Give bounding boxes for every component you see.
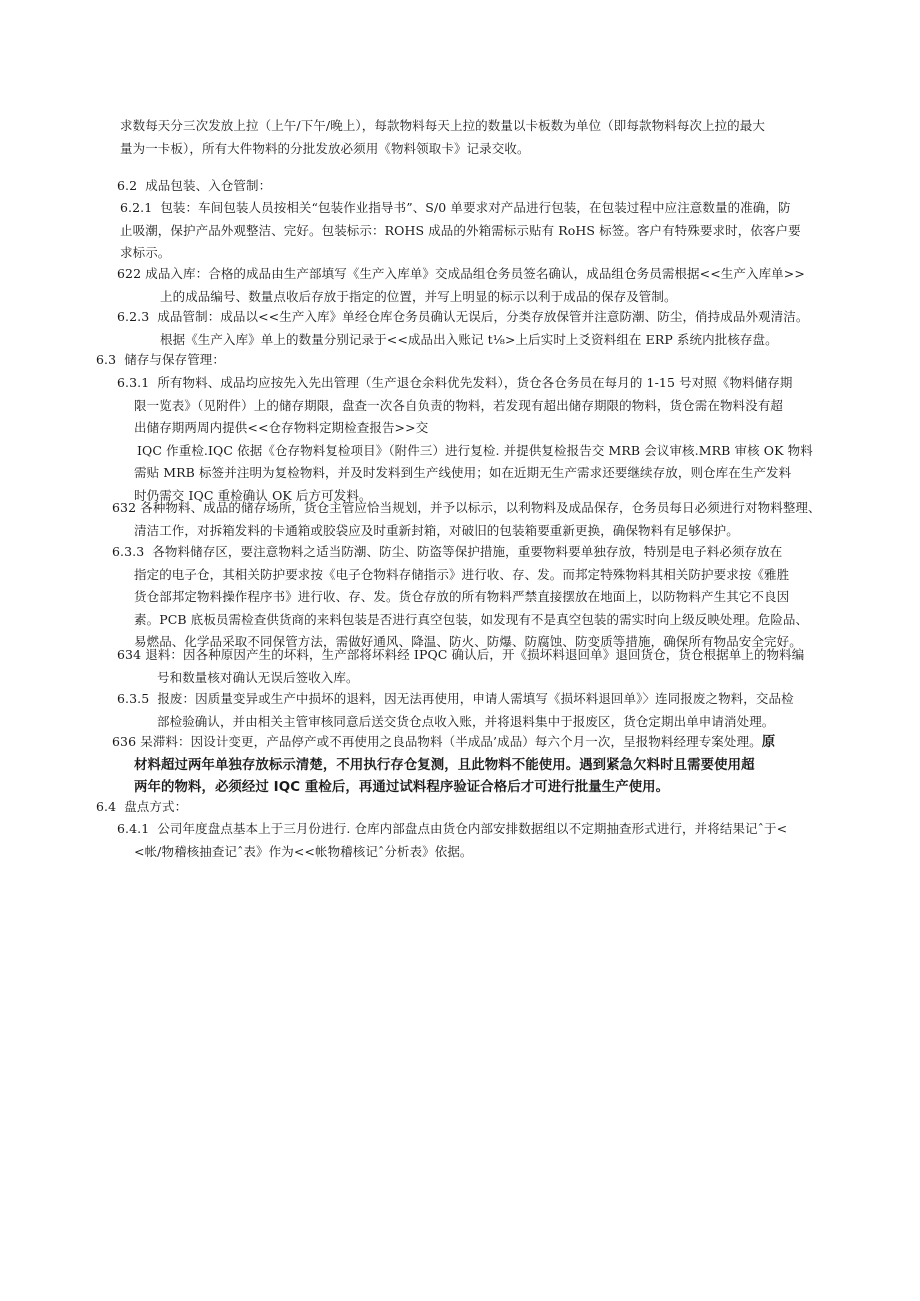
text-line	[117, 372, 852, 395]
paragraph-6-3-3	[112, 541, 857, 654]
bold-text-line: 材料超过两年单独存放标示清楚，不用执行存仓复测，且此物料不能使用。遇到紧急欠料时且需要使用超	[134, 757, 755, 773]
paragraph-6-3-2	[112, 497, 857, 542]
bold-text-line: 两年的物料，必须经过 IQC 重检后，再通过试料程序验证合格后才可进行批量生产使用。	[134, 780, 670, 795]
paragraph-6-3-1	[117, 372, 852, 507]
section-heading-6-2	[117, 175, 517, 198]
text-line	[117, 688, 857, 711]
section-number: 6.4	[96, 799, 117, 814]
text-line: 622 成品入库：合格的成品由生产部填写《生产入库单》交成品组仓务员签名确认，成品组仓务员需根据<<生产入库单>>	[117, 266, 805, 281]
text-line: 时仍需交 IQC 重检确认 OK 后方可发料。	[134, 487, 372, 503]
text-span: 各物料储存区，要注意物料之适当防潮、防尘、防盗等保护措施，重要物料要单独存放，特别是电子料必须存放在	[152, 544, 783, 559]
text-line	[112, 731, 857, 755]
text-line: 部检验确认，并由相关主管审核同意后送交货仓点收入账，并将退料集中于报废区，货仓定期出单申请消处理。	[157, 713, 775, 729]
text-line: 指定的电子仓，其相关防护要求按《电子仓物料存储指示》进行收、存、发。而邦定特殊物料其相关防护要求按《雅胜	[134, 566, 790, 582]
text-line: 求数每天分三次发放上拉（上午/下午/晚上），每款物料每天上拉的数量以卡板数为单位（即每款物料每次上拉的最大	[120, 118, 765, 133]
section-title: 储存与保存管理：	[124, 352, 225, 367]
text-span: 636 呆滞料：因设计变更，产品停产或不再使用之良品物料（半成品’成品）每六个月一次，呈报物料经理专案处理。	[112, 734, 762, 749]
section-number: 6.3	[96, 352, 117, 367]
text-line: 求标示。	[120, 245, 171, 260]
text-span: 公司年度盘点基本上于三月份进行. 仓库内部盘点由货仓内部安排数据组以不定期抽查形式进行，并将结果记ˆ于<	[157, 821, 788, 836]
text-span: 成品管制：成品以<<生产入库》单经仓库仓务员确认无误后，分类存放保管并注意防潮、防尘，俏持成品外观清洁。	[157, 309, 809, 324]
text-line: 易燃品、化学品采取不同保管方法，需做好通风、降温、防火、防爆、防腐蚀、防变质等措施，确保所有物品安全完好。	[134, 634, 802, 649]
text-line: 632 各种物料、成品的储存场所，货仓主管应恰当规划，并予以标示，以利物料及成品保存，仓务员每日必须进行对物料整理、	[112, 500, 821, 515]
clause-number: 6.3.3	[112, 544, 145, 559]
text-line: 634 退料：因各种原因产生的坏料，生产部将坏料经 IPQC 确认后，开《损坏料退回单》退回货仓，货仓根据单上的物料编	[117, 647, 805, 662]
text-line	[117, 306, 862, 329]
text-line: IQC 作重检.IQC 依据《仓存物料复检项目》（附件三）进行复检. 并提供复检报告交 MRB 会议审核.MRB 审核 OK 物料	[137, 442, 813, 458]
paragraph-6-3-4	[117, 644, 857, 689]
text-line: 需贴 MRB 标签并注明为复检物料，并及时发料到生产线使用；如在近期无生产需求还要继续存放，则仓库在生产发料	[134, 465, 792, 480]
text-line: 货仓部邦定物料操作程序书》进行收、存、发。货仓存放的所有物料严禁直接摆放在地面上，以防物料产生其它不良因	[134, 589, 790, 604]
text-line: <帐/物稽核抽查记ˆ表》作为<<帐物稽核记ˆ分析表》依据。	[134, 843, 473, 859]
clause-number: 6.4.1	[117, 821, 150, 836]
paragraph-6-3-5	[117, 688, 857, 733]
text-line: 清洁工作，对拆箱发料的卡通箱或胶袋应及时重新封箱，对破旧的包装箱要重新更换，确保物料有足够保护。	[134, 522, 739, 538]
bold-text-span: 原	[761, 735, 776, 750]
paragraph-6-2-1	[120, 197, 850, 265]
section-title: 盘点方式：	[124, 799, 188, 814]
text-line: 限一览表》（见附件）上的储存期限，盘查一次各自负责的物料，若发现有超出储存期限的物料，货仓需在物料没有超	[134, 397, 783, 413]
paragraph-6-3-6	[112, 731, 857, 800]
text-line: 号和数量核对确认无误后签收入库。	[157, 669, 359, 685]
text-line: 上的成品编号、数量点收后存放于指定的位置，并写上明显的标示以利于成品的保存及管制。	[160, 288, 677, 304]
text-line	[112, 541, 857, 564]
section-heading-6-4	[96, 796, 496, 819]
text-line: 根据《生产入库》单上的数量分别记录于<<成品出入账记 t⅛>上后实时上爻资料组在 ERP 系统内批核存盘。	[160, 331, 778, 347]
clause-number: 6.3.1	[117, 375, 150, 390]
section-number: 6.2	[117, 178, 138, 193]
clause-number: 6.2.3	[117, 309, 150, 324]
paragraph-6-4-1	[117, 818, 857, 863]
section-heading-6-3	[96, 349, 496, 372]
clause-number: 6.3.5	[117, 691, 150, 706]
text-line: 止吸潮，保护产品外观整洁、完好。包装标示：ROHS 成品的外箱需标示贴有 RoHS 标签。客户有特殊要求时，依客户要	[120, 222, 801, 238]
paragraph-6-2-2	[117, 263, 852, 308]
text-line	[120, 197, 850, 220]
text-line: 量为一卡板），所有大件物料的分批发放必须用《物料领取卡》记录交收。	[120, 140, 530, 156]
text-line: 出储存期两周内提供<<仓存物料定期检查报告>>交	[134, 420, 429, 435]
paragraph-intro	[120, 115, 850, 160]
clause-number: 6.2.1	[120, 200, 153, 215]
text-span: 报废：因质量变异或生产中损坏的退料，因无法再使用，申请人需填写《损坏料退回单》〉连同报废之物料，交品检	[157, 691, 794, 706]
section-title: 成品包装、入仓管制：	[145, 178, 272, 193]
paragraph-6-2-3	[117, 306, 862, 351]
text-span: 包装：车间包装人员按相关“包装作业指导书”、S/0 单要求对产品进行包装，在包装过程中应注意数量的准确，防	[160, 200, 791, 215]
text-line: 素。PCB 底板员需检查供货商的来料包装是否进行真空包装，如发现有不是真空包装的需实时向上级反映处理。危险品、	[134, 611, 809, 627]
text-span: 所有物料、成品均应按先入先出管理（生产退仓余料优先发料），货仓各仓务员在每月的 1-15 号对照《物料储存期	[157, 375, 793, 390]
text-line	[117, 818, 857, 841]
